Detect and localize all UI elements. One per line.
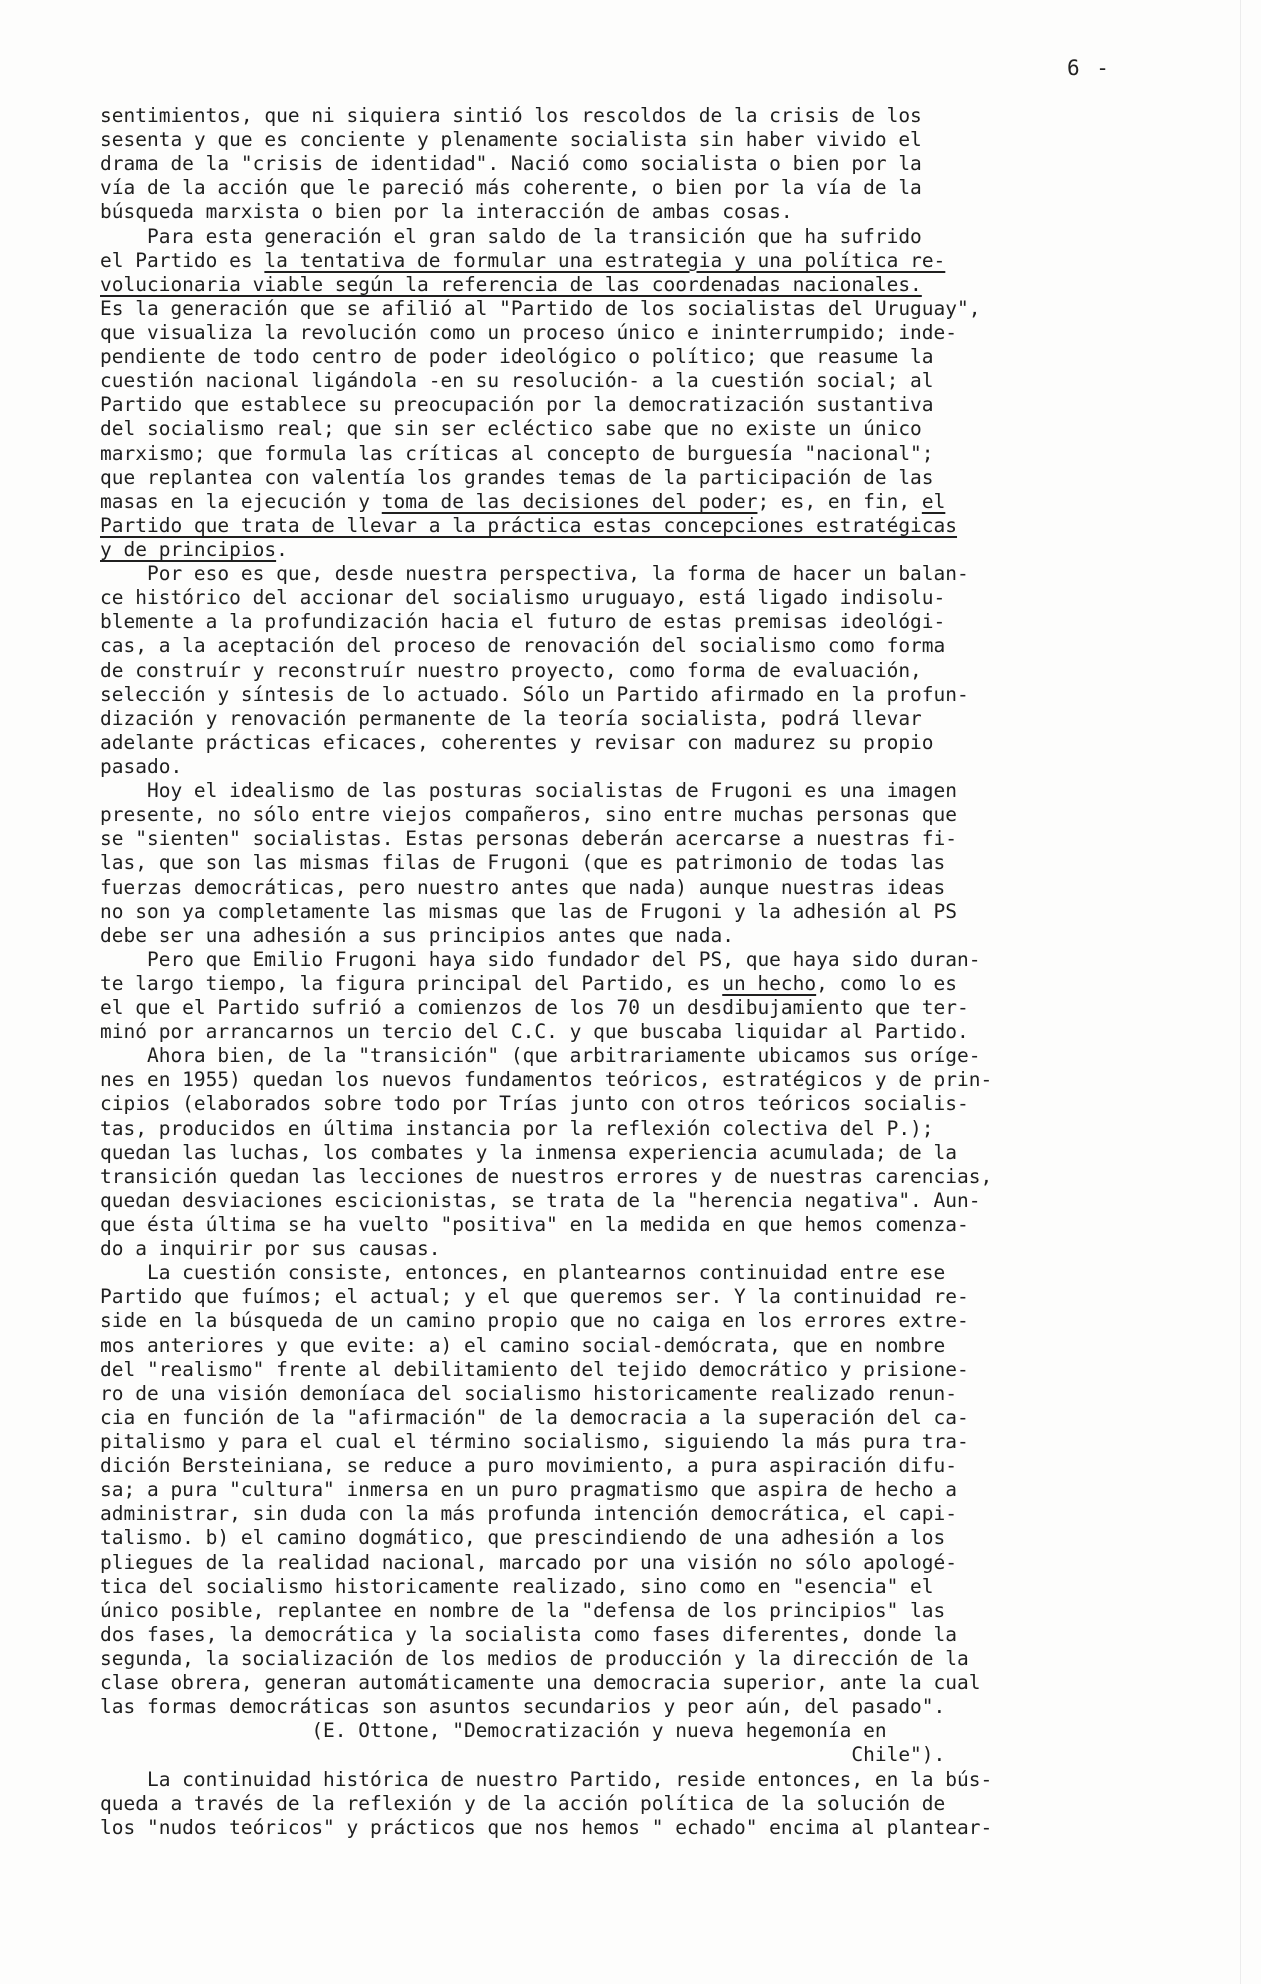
line-text: el que el Partido sufrió a comienzos de los 70 un desdibujamiento que ter- bbox=[100, 996, 969, 1020]
line-text: do a inquirir por sus causas. bbox=[100, 1237, 441, 1261]
text-line bbox=[100, 996, 1200, 1020]
text-line bbox=[100, 1647, 1200, 1671]
line-text: que visualiza la revolución como un proceso único e ininterrumpido; inde- bbox=[100, 320, 958, 344]
text-line bbox=[100, 610, 1200, 634]
text-line bbox=[100, 466, 1200, 490]
text-line bbox=[100, 1141, 1200, 1165]
text-line bbox=[100, 779, 1200, 803]
text-line bbox=[100, 225, 1200, 249]
line-text: pendiente de todo centro de poder ideológico o político; que reasume la bbox=[100, 345, 934, 369]
line-text: , como lo es bbox=[816, 971, 958, 995]
text-line bbox=[100, 1261, 1200, 1285]
text-line bbox=[100, 442, 1200, 466]
line-text: vía de la acción que le pareció más coherente, o bien por la vía de la bbox=[100, 176, 922, 200]
line-text: side en la búsqueda de un camino propio que no caiga en los errores extre- bbox=[100, 1309, 969, 1333]
line-text: quedan las luchas, los combates y la inmensa experiencia acumulada; de la bbox=[100, 1140, 958, 1164]
text-line bbox=[100, 1551, 1200, 1575]
text-line bbox=[100, 827, 1200, 851]
text-line bbox=[100, 1117, 1200, 1141]
text-line bbox=[100, 634, 1200, 658]
text-line bbox=[100, 128, 1200, 152]
text-line bbox=[100, 562, 1200, 586]
line-text: del socialismo real; que sin ser ecléctico sabe que no existe un único bbox=[100, 417, 922, 441]
text-line bbox=[100, 683, 1200, 707]
text-line bbox=[100, 297, 1200, 321]
text-line bbox=[100, 1092, 1200, 1116]
text-line bbox=[100, 803, 1200, 827]
underlined-text: y de principios bbox=[100, 537, 277, 561]
text-line bbox=[100, 731, 1200, 755]
text-line bbox=[100, 876, 1200, 900]
line-text: sesenta y que es conciente y plenamente socialista sin haber vivido el bbox=[100, 128, 922, 152]
line-text: se "sienten" socialistas. Estas personas deberán acercarse a nuestras fi- bbox=[100, 827, 958, 851]
underlined-text: Partido que trata de llevar a la práctica estas concepciones estratégicas bbox=[100, 513, 958, 537]
line-text: ro de una visión demoníaca del socialismo historicamente realizado renun- bbox=[100, 1381, 958, 1405]
line-text: pasado. bbox=[100, 754, 183, 778]
text-line bbox=[100, 1502, 1200, 1526]
text-line bbox=[100, 900, 1200, 924]
text-line bbox=[100, 152, 1200, 176]
underlined-text: el bbox=[921, 489, 946, 513]
text-line bbox=[100, 345, 1200, 369]
text-line bbox=[100, 851, 1200, 875]
line-text: quedan desviaciones escicionistas, se trata de la "herencia negativa". Aun- bbox=[100, 1188, 981, 1212]
line-text: búsqueda marxista o bien por la interacción de ambas cosas. bbox=[100, 200, 793, 224]
line-text: marxismo; que formula las críticas al concepto de burguesía "nacional"; bbox=[100, 441, 934, 465]
text-line bbox=[100, 1189, 1200, 1213]
text-line bbox=[100, 1382, 1200, 1406]
line-text: las, que son las mismas filas de Frugoni (que es patrimonio de todas las bbox=[100, 851, 946, 875]
line-text: cas, a la aceptación del proceso de renovación del socialismo como forma bbox=[100, 634, 946, 658]
text-line bbox=[100, 755, 1200, 779]
text-line bbox=[100, 1599, 1200, 1623]
text-line bbox=[100, 249, 1200, 273]
line-text: del "realismo" frente al debilitamiento del tejido democrático y prisione- bbox=[100, 1357, 969, 1381]
text-line bbox=[100, 1575, 1200, 1599]
text-line bbox=[100, 707, 1200, 731]
text-line bbox=[100, 1719, 1200, 1743]
line-text: dización y renovación permanente de la teoría socialista, podrá llevar bbox=[100, 706, 922, 730]
text-line bbox=[100, 1285, 1200, 1309]
line-text: La cuestión consiste, entonces, en plantearnos continuidad entre ese bbox=[100, 1261, 946, 1285]
page-number: 6 - bbox=[1067, 56, 1111, 80]
line-text: nes en 1955) quedan los nuevos fundamentos teóricos, estratégicos y de prin- bbox=[100, 1068, 993, 1092]
text-line bbox=[100, 1816, 1200, 1840]
page-edge-shadow bbox=[1240, 0, 1241, 1984]
line-text: tica del socialismo historicamente realizado, sino como en "esencia" el bbox=[100, 1574, 934, 1598]
text-line bbox=[100, 393, 1200, 417]
line-text: mos anteriores y que evite: a) el camino social-demócrata, que en nombre bbox=[100, 1333, 946, 1357]
line-text: Por eso es que, desde nuestra perspectiva, la forma de hacer un balan- bbox=[100, 562, 969, 586]
text-line bbox=[100, 321, 1200, 345]
text-line bbox=[100, 490, 1200, 514]
text-line bbox=[100, 1406, 1200, 1430]
text-line bbox=[100, 1623, 1200, 1647]
underlined-text: la tentativa de formular una estrategia y una política re- bbox=[264, 248, 946, 272]
line-text: clase obrera, generan automáticamente una democracia superior, ante la cual bbox=[100, 1671, 981, 1695]
line-text: segunda, la socialización de los medios de producción y la dirección de la bbox=[100, 1647, 969, 1670]
text-line bbox=[100, 1695, 1200, 1719]
line-text: adelante prácticas eficaces, coherentes y revisar con madurez su propio bbox=[100, 730, 934, 754]
line-text: cia en función de la "afirmación" de la democracia a la superación del ca- bbox=[100, 1405, 969, 1429]
line-text: minó por arrancarnos un tercio del C.C. y que buscaba liquidar al Partido. bbox=[100, 1020, 969, 1044]
line-text: sentimientos, que ni siquiera sintió los rescoldos de la crisis de los bbox=[100, 104, 922, 127]
line-text: que replantea con valentía los grandes temas de la participación de las bbox=[100, 465, 934, 489]
line-text: talismo. b) el camino dogmático, que prescindiendo de una adhesión a los bbox=[100, 1526, 946, 1550]
text-line bbox=[100, 1237, 1200, 1261]
line-text: transición quedan las lecciones de nuestros errores y de nuestras carencias, bbox=[100, 1164, 993, 1188]
line-text: dición Bersteiniana, se reduce a puro movimiento, a pura aspiración difu- bbox=[100, 1454, 958, 1478]
line-text: único posible, replantee en nombre de la "defensa de los principios" las bbox=[100, 1598, 946, 1622]
line-text: Es la generación que se afilió al "Partido de los socialistas del Uruguay", bbox=[100, 296, 981, 320]
line-text: ; es, en fin, bbox=[757, 489, 922, 513]
text-line bbox=[100, 1165, 1200, 1189]
text-line bbox=[100, 972, 1200, 996]
line-text: Pero que Emilio Frugoni haya sido fundador del PS, que haya sido duran- bbox=[100, 947, 981, 971]
text-line bbox=[100, 538, 1200, 562]
line-text: debe ser una adhesión a sus principios antes que nada. bbox=[100, 923, 734, 947]
line-text: blemente a la profundización hacia el futuro de estas premisas ideológi- bbox=[100, 610, 946, 634]
line-text: pitalismo y para el cual el término socialismo, siguiendo la más pura tra- bbox=[100, 1430, 969, 1454]
text-line bbox=[100, 1309, 1200, 1333]
underlined-text: volucionaria viable según la referencia de las coordenadas nacionales. bbox=[100, 272, 922, 296]
text-line bbox=[100, 1743, 1200, 1767]
line-text: (E. Ottone, "Democratización y nueva hegemonía en bbox=[100, 1719, 887, 1743]
text-line bbox=[100, 1358, 1200, 1382]
line-text: las formas democráticas son asuntos secundarios y peor aún, del pasado". bbox=[100, 1695, 946, 1719]
line-text: los "nudos teóricos" y prácticos que nos hemos " echado" encima al plantear- bbox=[100, 1815, 993, 1839]
text-line bbox=[100, 514, 1200, 538]
line-text: administrar, sin duda con la más profunda intención democrática, el capi- bbox=[100, 1502, 958, 1526]
line-text: Hoy el idealismo de las posturas socialistas de Frugoni es una imagen bbox=[100, 779, 958, 803]
line-text: drama de la "crisis de identidad". Nació como socialista o bien por la bbox=[100, 152, 922, 176]
line-text: . bbox=[276, 537, 288, 561]
underlined-text: un hecho bbox=[722, 971, 817, 995]
line-text: masas en la ejecución y bbox=[100, 489, 382, 513]
text-line bbox=[100, 659, 1200, 683]
body-text bbox=[100, 104, 1200, 1840]
line-text: dos fases, la democrática y la socialista como fases diferentes, donde la bbox=[100, 1622, 958, 1646]
text-line bbox=[100, 1334, 1200, 1358]
line-text: fuerzas democráticas, pero nuestro antes que nada) aunque nuestras ideas bbox=[100, 875, 946, 899]
line-text: de construír y reconstruír nuestro proyecto, como forma de evaluación, bbox=[100, 658, 922, 682]
text-line bbox=[100, 104, 1200, 128]
text-line bbox=[100, 417, 1200, 441]
text-line bbox=[100, 586, 1200, 610]
text-line bbox=[100, 176, 1200, 200]
line-text: Para esta generación el gran saldo de la transición que ha sufrido bbox=[100, 224, 922, 248]
text-line bbox=[100, 1792, 1200, 1816]
text-line bbox=[100, 1526, 1200, 1550]
text-line bbox=[100, 1454, 1200, 1478]
text-line bbox=[100, 1020, 1200, 1044]
line-text: sa; a pura "cultura" inmersa en un puro pragmatismo que aspira de hecho a bbox=[100, 1478, 958, 1502]
line-text: no son ya completamente las mismas que las de Frugoni y la adhesión al PS bbox=[100, 899, 958, 923]
line-text: Partido que establece su preocupación por la democratización sustantiva bbox=[100, 393, 934, 417]
text-line bbox=[100, 200, 1200, 224]
text-line bbox=[100, 1430, 1200, 1454]
text-line bbox=[100, 1068, 1200, 1092]
line-text: tas, producidos en última instancia por la reflexión colectiva del P.); bbox=[100, 1116, 934, 1140]
line-text: cuestión nacional ligándola -en su resolución- a la cuestión social; al bbox=[100, 369, 934, 393]
underlined-text: toma de las decisiones del poder bbox=[381, 489, 758, 513]
line-text: ce histórico del accionar del socialismo uruguayo, está ligado indisolu- bbox=[100, 586, 946, 610]
line-text: pliegues de la realidad nacional, marcado por una visión no sólo apologé- bbox=[100, 1550, 958, 1574]
line-text: te largo tiempo, la figura principal del Partido, es bbox=[100, 971, 723, 995]
text-line bbox=[100, 1671, 1200, 1695]
line-text: presente, no sólo entre viejos compañeros, sino entre muchas personas que bbox=[100, 803, 958, 827]
text-line bbox=[100, 273, 1200, 297]
line-text: que ésta última se ha vuelto "positiva" en la medida en que hemos comenza- bbox=[100, 1213, 969, 1237]
line-text: La continuidad histórica de nuestro Partido, reside entonces, en la bús- bbox=[100, 1767, 993, 1791]
text-line bbox=[100, 1768, 1200, 1792]
line-text: Chile"). bbox=[100, 1743, 946, 1767]
line-text: queda a través de la reflexión y de la acción política de la solución de bbox=[100, 1791, 946, 1815]
text-line bbox=[100, 924, 1200, 948]
text-line bbox=[100, 1478, 1200, 1502]
line-text: Partido que fuímos; el actual; y el que queremos ser. Y la continuidad re- bbox=[100, 1285, 969, 1309]
text-line bbox=[100, 1213, 1200, 1237]
text-line bbox=[100, 1044, 1200, 1068]
line-text: selección y síntesis de lo actuado. Sólo un Partido afirmado en la profun- bbox=[100, 682, 969, 706]
line-text: cipios (elaborados sobre todo por Trías junto con otros teóricos socialis- bbox=[100, 1092, 969, 1116]
text-line bbox=[100, 948, 1200, 972]
text-line bbox=[100, 369, 1200, 393]
line-text: Ahora bien, de la "transición" (que arbitrariamente ubicamos sus oríge- bbox=[100, 1044, 981, 1068]
line-text: el Partido es bbox=[100, 248, 265, 272]
